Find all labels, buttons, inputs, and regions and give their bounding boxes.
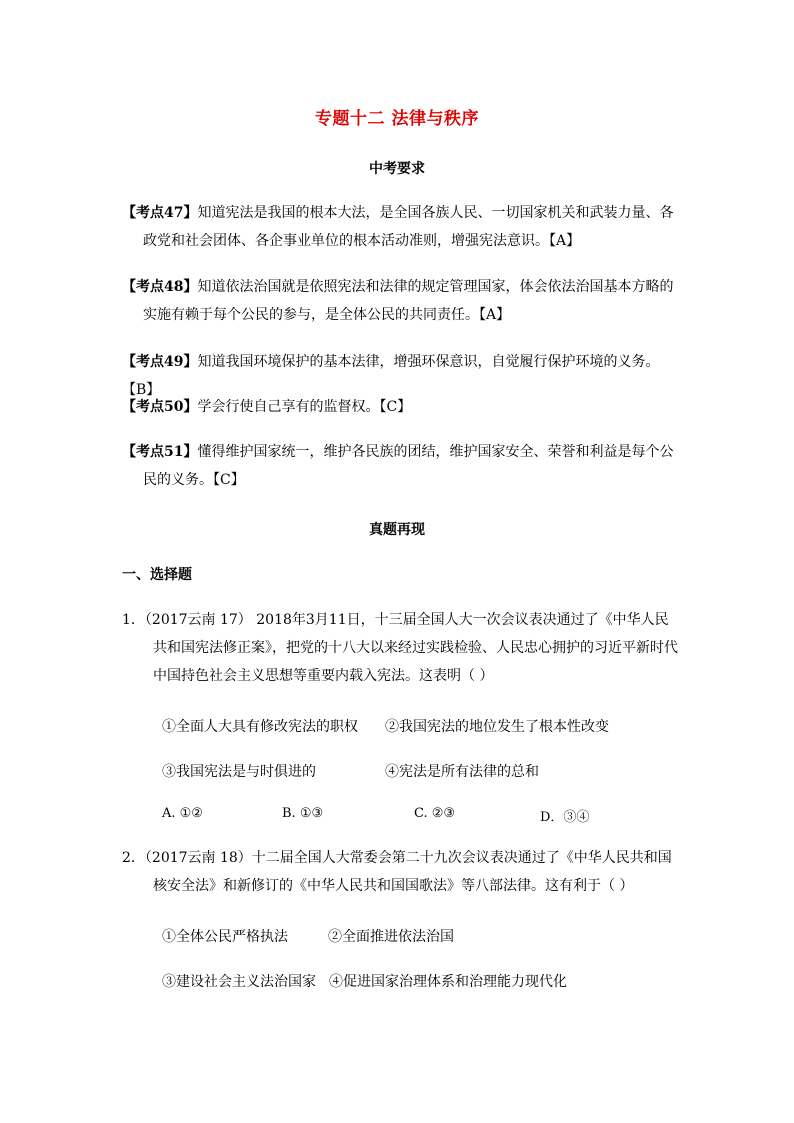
q1-statement-2: ②我国宪法的地位发生了根本性改变 (385, 719, 609, 735)
exam-point-51 (122, 438, 682, 494)
exam-point-tag: 【考点49】 (122, 354, 198, 370)
exam-point-tag: 【考点50】 (122, 399, 198, 415)
exam-point-50 (122, 393, 682, 421)
exam-point-tag: 【考点47】 (122, 205, 198, 221)
part-heading: 一、选择题 (122, 567, 192, 583)
q1-choice-c: C. ②③ (414, 806, 456, 821)
exam-point-text: 学会行使自己享有的监督权。【C】 (197, 399, 412, 415)
exam-point-text: 知道依法治国就是依照宪法和法律的规定管理国家，体会依法治国基本方略的 (197, 279, 674, 295)
q1-statement-1: ①全面人大具有修改宪法的职权 (162, 719, 358, 735)
exam-point-tag: 【考点48】 (122, 279, 198, 295)
review-heading: 真题再现 (369, 522, 425, 538)
question-text: 2．（2017云南 18）十二届全国人大常委会第二十九次会议表决通过了《中华人民共和国 (122, 850, 672, 866)
question-text-cont: 中国持色社会主义思想等重要内载入宪法。这表明（ ） (153, 668, 494, 684)
exam-point-text: 知道宪法是我国的根本大法，是全国各族人民、一切国家机关和武装力量、各 (197, 205, 674, 221)
page-title: 专题十二 法律与秩序 (315, 109, 479, 129)
q1-statement-4: ④宪法是所有法律的总和 (385, 764, 539, 780)
exam-point-text-cont: 民的义务。【C】 (143, 472, 245, 488)
q1-statement-3: ③我国宪法是与时俱进的 (162, 764, 316, 780)
q1-choice-a: A. ①② (162, 806, 203, 821)
exam-point-47 (122, 199, 682, 255)
requirements-heading: 中考要求 (369, 161, 425, 177)
question-text-cont: 共和国宪法修正案》，把党的十八大以来经过实践检验、人民忠心拥护的习近平新时代 (153, 640, 678, 656)
q2-statement-4: ④促进国家治理体系和治理能力现代化 (329, 974, 567, 990)
question-text-cont: 核安全法》和新修订的《中华人民共和国国歌法》等八部法律。这有利于（ ） (153, 878, 634, 894)
question-1 (122, 606, 682, 690)
q2-statement-1: ①全体公民严格执法 (162, 929, 288, 945)
exam-point-text-cont: 政党和社会团体、各企事业单位的根本活动准则，增强宪法意识。【A】 (143, 233, 581, 249)
question-2 (122, 844, 682, 900)
exam-point-text: 懂得维护国家统一，维护各民族的团结，维护国家安全、荣誉和利益是每个公 (197, 444, 674, 460)
q2-statement-2: ②全面推进依法治国 (328, 929, 454, 945)
question-text: 1．（2017云南 17） 2018年3月11日，十三届全国人大一次会议表决通过了《中华人民 (122, 612, 669, 628)
q2-statement-3: ③建设社会主义法治国家 (162, 974, 316, 990)
q1-choice-b: B. ①③ (282, 806, 324, 821)
exam-point-text-cont: 实施有赖于每个公民的参与，是全体公民的共同责任。【A】 (143, 307, 511, 323)
exam-point-48 (122, 273, 682, 329)
q1-choice-d: D．③④ (540, 810, 590, 825)
exam-point-text: 知道我国环境保护的基本法律，增强环保意识，自觉履行保护环境的义务。【B】 (122, 354, 660, 398)
exam-point-tag: 【考点51】 (122, 444, 198, 460)
